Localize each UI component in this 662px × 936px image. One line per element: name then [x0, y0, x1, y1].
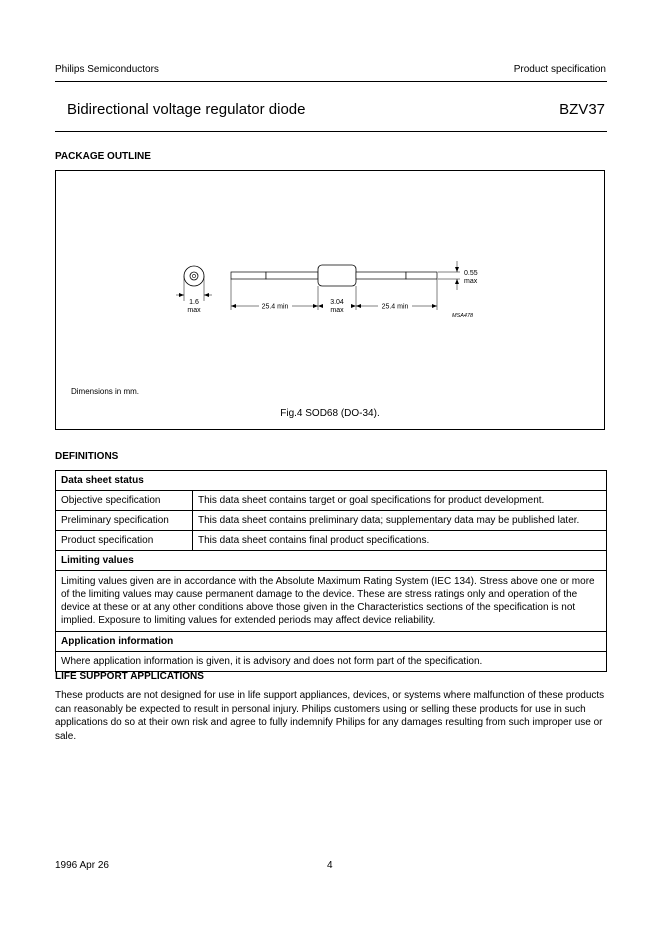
table-row	[56, 491, 607, 511]
table-row	[56, 652, 607, 672]
package-outline-heading: PACKAGE OUTLINE	[55, 151, 151, 162]
table-row	[56, 632, 607, 652]
document-title: Bidirectional voltage regulator diode	[67, 101, 306, 118]
document-type: Product specification	[513, 64, 606, 75]
status-name: Preliminary specification	[56, 511, 193, 531]
dim-lead-diameter-value: 0.55	[464, 270, 478, 277]
end-view-center	[192, 274, 195, 277]
table-row	[56, 531, 607, 551]
lead-left-inner	[266, 272, 318, 279]
table-row	[56, 471, 607, 491]
lead-left-outer	[231, 272, 266, 279]
dim-end-diameter-value: 1.6	[189, 299, 199, 306]
status-description: This data sheet contains final product specifications.	[193, 531, 607, 551]
status-name: Objective specification	[56, 491, 193, 511]
status-description: This data sheet contains preliminary data; supplementary data may be published later.	[193, 511, 607, 531]
table-row	[56, 511, 607, 531]
limiting-values-heading: Limiting values	[56, 551, 607, 571]
definitions-heading: DEFINITIONS	[55, 451, 119, 462]
definitions-table	[55, 470, 607, 672]
company-name: Philips Semiconductors	[55, 64, 159, 75]
dim-lead-left: 25.4 min	[261, 303, 289, 311]
dim-lead-diameter-unit: max	[464, 278, 478, 285]
lead-right-outer	[406, 272, 437, 279]
dimensions-note: Dimensions in mm.	[71, 387, 140, 396]
diode-body	[318, 265, 356, 286]
status-name: Product specification	[56, 531, 193, 551]
page-number: 4	[327, 860, 333, 871]
title-rule	[55, 131, 607, 132]
figure-caption: Fig.4 SOD68 (DO-34).	[280, 408, 380, 419]
lead-right-inner	[356, 272, 406, 279]
data-sheet-status-heading: Data sheet status	[56, 471, 607, 491]
dim-lead-right: 25.4 min	[381, 303, 409, 311]
dim-body-value: 3.04	[330, 299, 344, 306]
limiting-values-text: Limiting values given are in accordance with the Absolute Maximum Rating System (IEC 134). Stress above one or more of the limiting values may cause permanent damage to the device. These are stress ratings only and operation of the device at these or at any other conditions above those given in the Characteristics sections of the specification is not implied. Exposure to limiting values for extended periods may affect device reliability.	[56, 571, 607, 632]
table-row	[56, 551, 607, 571]
life-support-text: These products are not designed for use in life support appliances, devices, or systems where malfunction of these products can reasonably be expected to result in personal injury. Philips customers using or selling these products for use in such applications do so at their own risk and agree to fully indemnify Philips for any damages resulting from such improper use or sale.	[55, 690, 605, 742]
end-view-inner	[190, 272, 198, 280]
life-support-heading: LIFE SUPPORT APPLICATIONS	[55, 671, 204, 682]
end-view-outer	[184, 266, 204, 286]
dim-end-diameter-unit: max	[187, 307, 201, 314]
application-info-text: Where application information is given, it is advisory and does not form part of the specification.	[56, 652, 607, 672]
status-description: This data sheet contains target or goal specifications for product development.	[193, 491, 607, 511]
package-outline-box	[55, 170, 605, 430]
dim-body-unit: max	[330, 307, 344, 314]
drawing-code: MSA478	[452, 313, 474, 319]
footer-date: 1996 Apr 26	[55, 860, 109, 871]
header-rule	[55, 81, 607, 82]
package-outline-drawing	[56, 171, 604, 371]
table-row	[56, 571, 607, 632]
application-info-heading: Application information	[56, 632, 607, 652]
part-number: BZV37	[559, 101, 605, 118]
